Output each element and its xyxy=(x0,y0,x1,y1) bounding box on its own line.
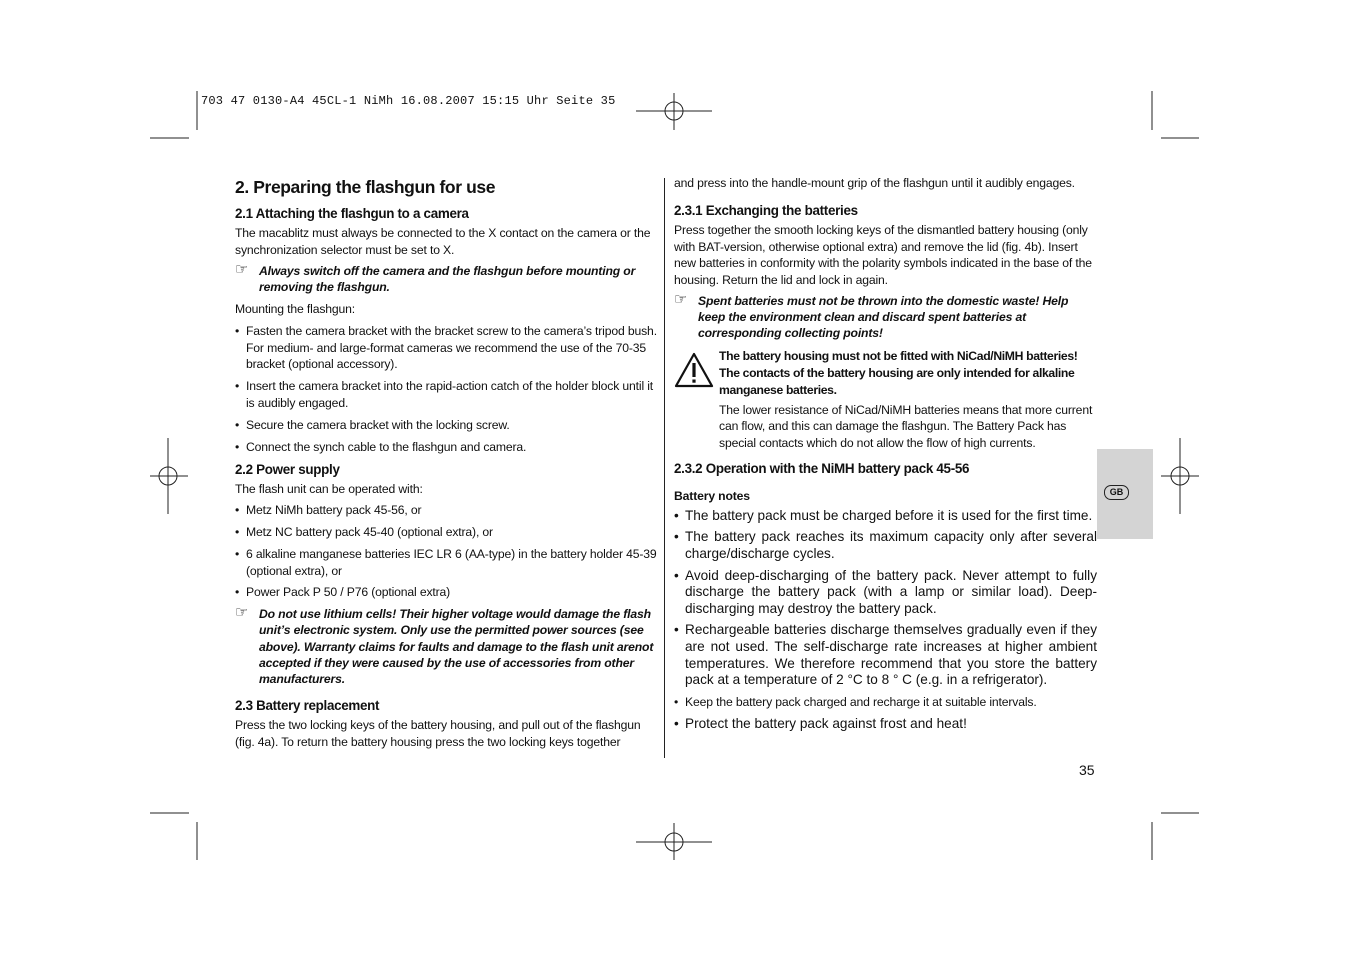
list-item: • Insert the camera bracket into the rapid-action catch of the holder block until it is audibly engaged. xyxy=(235,378,657,412)
section-heading-2-3: 2.3 Battery replacement xyxy=(235,698,380,714)
section-heading-2-3-1: 2.3.1 Exchanging the batteries xyxy=(674,202,858,218)
pointing-hand-icon: ☞ xyxy=(235,260,249,278)
list-item: • Secure the camera bracket with the locking screw. xyxy=(235,417,657,434)
print-header: 703 47 0130-A4 45CL-1 NiMh 16.08.2007 15:15 Uhr Seite 35 xyxy=(201,94,616,108)
list-item: • Metz NiMh battery pack 45-56, or xyxy=(235,502,657,519)
section-text: The macablitz must always be connected to the X contact on the camera or the synchronization selector must be set to X. xyxy=(235,226,651,257)
list-item: • Rechargeable batteries discharge themselves gradually even if they are not used. The self-discharge rate increases at higher ambient temperatures. We therefore recommend that you store the battery pack at a temperature of 2 °C to 8 ° C (e.g. in a refrigerator). xyxy=(674,622,1097,688)
note xyxy=(235,606,657,687)
section-text: The flash unit can be operated with: xyxy=(235,482,423,497)
note-text: Spent batteries must not be thrown into the domestic waste! Help keep the environment clean and discard spent batteries at corresponding collecting points! xyxy=(698,293,1069,341)
language-badge: GB xyxy=(1104,485,1129,500)
section-text: Press together the smooth locking keys of the dismantled battery housing (only with BAT-version, otherwise optional extra) and remove the lid (fig. 4b). Insert new batteries in conformity with the polarity symbols indicated in the base of the housing. Return the lid and lock in again. xyxy=(674,222,1092,288)
section-heading-2-1: 2.1 Attaching the flashgun to a camera xyxy=(235,206,469,221)
power-source-list xyxy=(235,502,657,601)
note xyxy=(674,290,1097,342)
list-item: • The battery pack must be charged before it is used for the first time. xyxy=(674,508,1097,525)
continuation-text: and press into the handle-mount grip of the flashgun until it audibly engages. xyxy=(674,176,1075,190)
note-text: Do not use lithium cells! Their higher voltage would damage the flash unit’s electronic system. Only use the permitted power sources (see above). Warranty claims for faults and damage to the flash unit arenot accepted if they were caused by the use of accessories from other manufacturers. xyxy=(259,607,654,686)
section-heading-2-3-2: 2.3.2 Operation with the NiMH battery pack 45-56 xyxy=(674,460,970,476)
section-text: Press the two locking keys of the battery housing, and pull out of the flashgun (fig. 4a). To return the battery housing press the two locking keys together xyxy=(235,718,641,749)
left-column xyxy=(235,175,657,755)
mounting-label: Mounting the flashgun: xyxy=(235,302,356,316)
list-item: • 6 alkaline manganese batteries IEC LR 6 (AA-type) in the battery holder 45-39 (optional extra), or xyxy=(235,546,657,580)
list-item: • Keep the battery pack charged and recharge it at suitable intervals. xyxy=(674,694,1097,711)
list-item: • Avoid deep-discharging of the battery pack. Never attempt to fully discharge the battery pack (with a lamp or similar load). Deep-discharging may destroy the battery pack. xyxy=(674,568,1097,618)
list-item: • Protect the battery pack against frost and heat! xyxy=(674,716,1097,733)
warning-bold-text: The battery housing must not be fitted with NiCad/NiMH batteries! The contacts of the battery housing are only intended for alkaline manganese batteries. xyxy=(719,348,1078,397)
mounting-list xyxy=(235,323,657,456)
list-item: • Metz NC battery pack 45-40 (optional extra), or xyxy=(235,524,657,541)
right-column xyxy=(674,175,1097,737)
note xyxy=(235,260,657,295)
page-number: 35 xyxy=(1079,762,1095,778)
registration-mark-top xyxy=(636,93,712,130)
section-heading-2-2: 2.2 Power supply xyxy=(235,462,340,478)
battery-notes-list xyxy=(674,508,1097,732)
list-item: • Power Pack P 50 / P76 (optional extra) xyxy=(235,584,657,601)
list-item: • Fasten the camera bracket with the bracket screw to the camera’s tripod bush. For medium- and large-format cameras we recommend the use of the 70-35 bracket (optional accessory). xyxy=(235,323,657,373)
registration-mark-left xyxy=(150,438,188,514)
page-title: 2. Preparing the flashgun for use xyxy=(235,177,496,197)
note-text: Always switch off the camera and the flashgun before mounting or removing the flashgun. xyxy=(259,263,636,294)
pointing-hand-icon: ☞ xyxy=(235,604,249,622)
registration-mark-bottom xyxy=(636,823,712,860)
warning-text: The lower resistance of NiCad/NiMH batteries means that more current can flow, and this can damage the flashgun. The Battery Pack has special contacts which do not allow the flow of high currents. xyxy=(719,402,1093,451)
battery-notes-heading: Battery notes xyxy=(674,488,750,503)
registration-mark-right xyxy=(1161,438,1199,514)
warning-block xyxy=(674,348,1097,452)
column-divider xyxy=(664,178,665,758)
list-item: • Connect the synch cable to the flashgun and camera. xyxy=(235,439,657,456)
list-item: • The battery pack reaches its maximum capacity only after several charge/discharge cycles. xyxy=(674,529,1097,562)
pointing-hand-icon: ☞ xyxy=(674,290,688,308)
warning-triangle-icon xyxy=(674,352,714,388)
